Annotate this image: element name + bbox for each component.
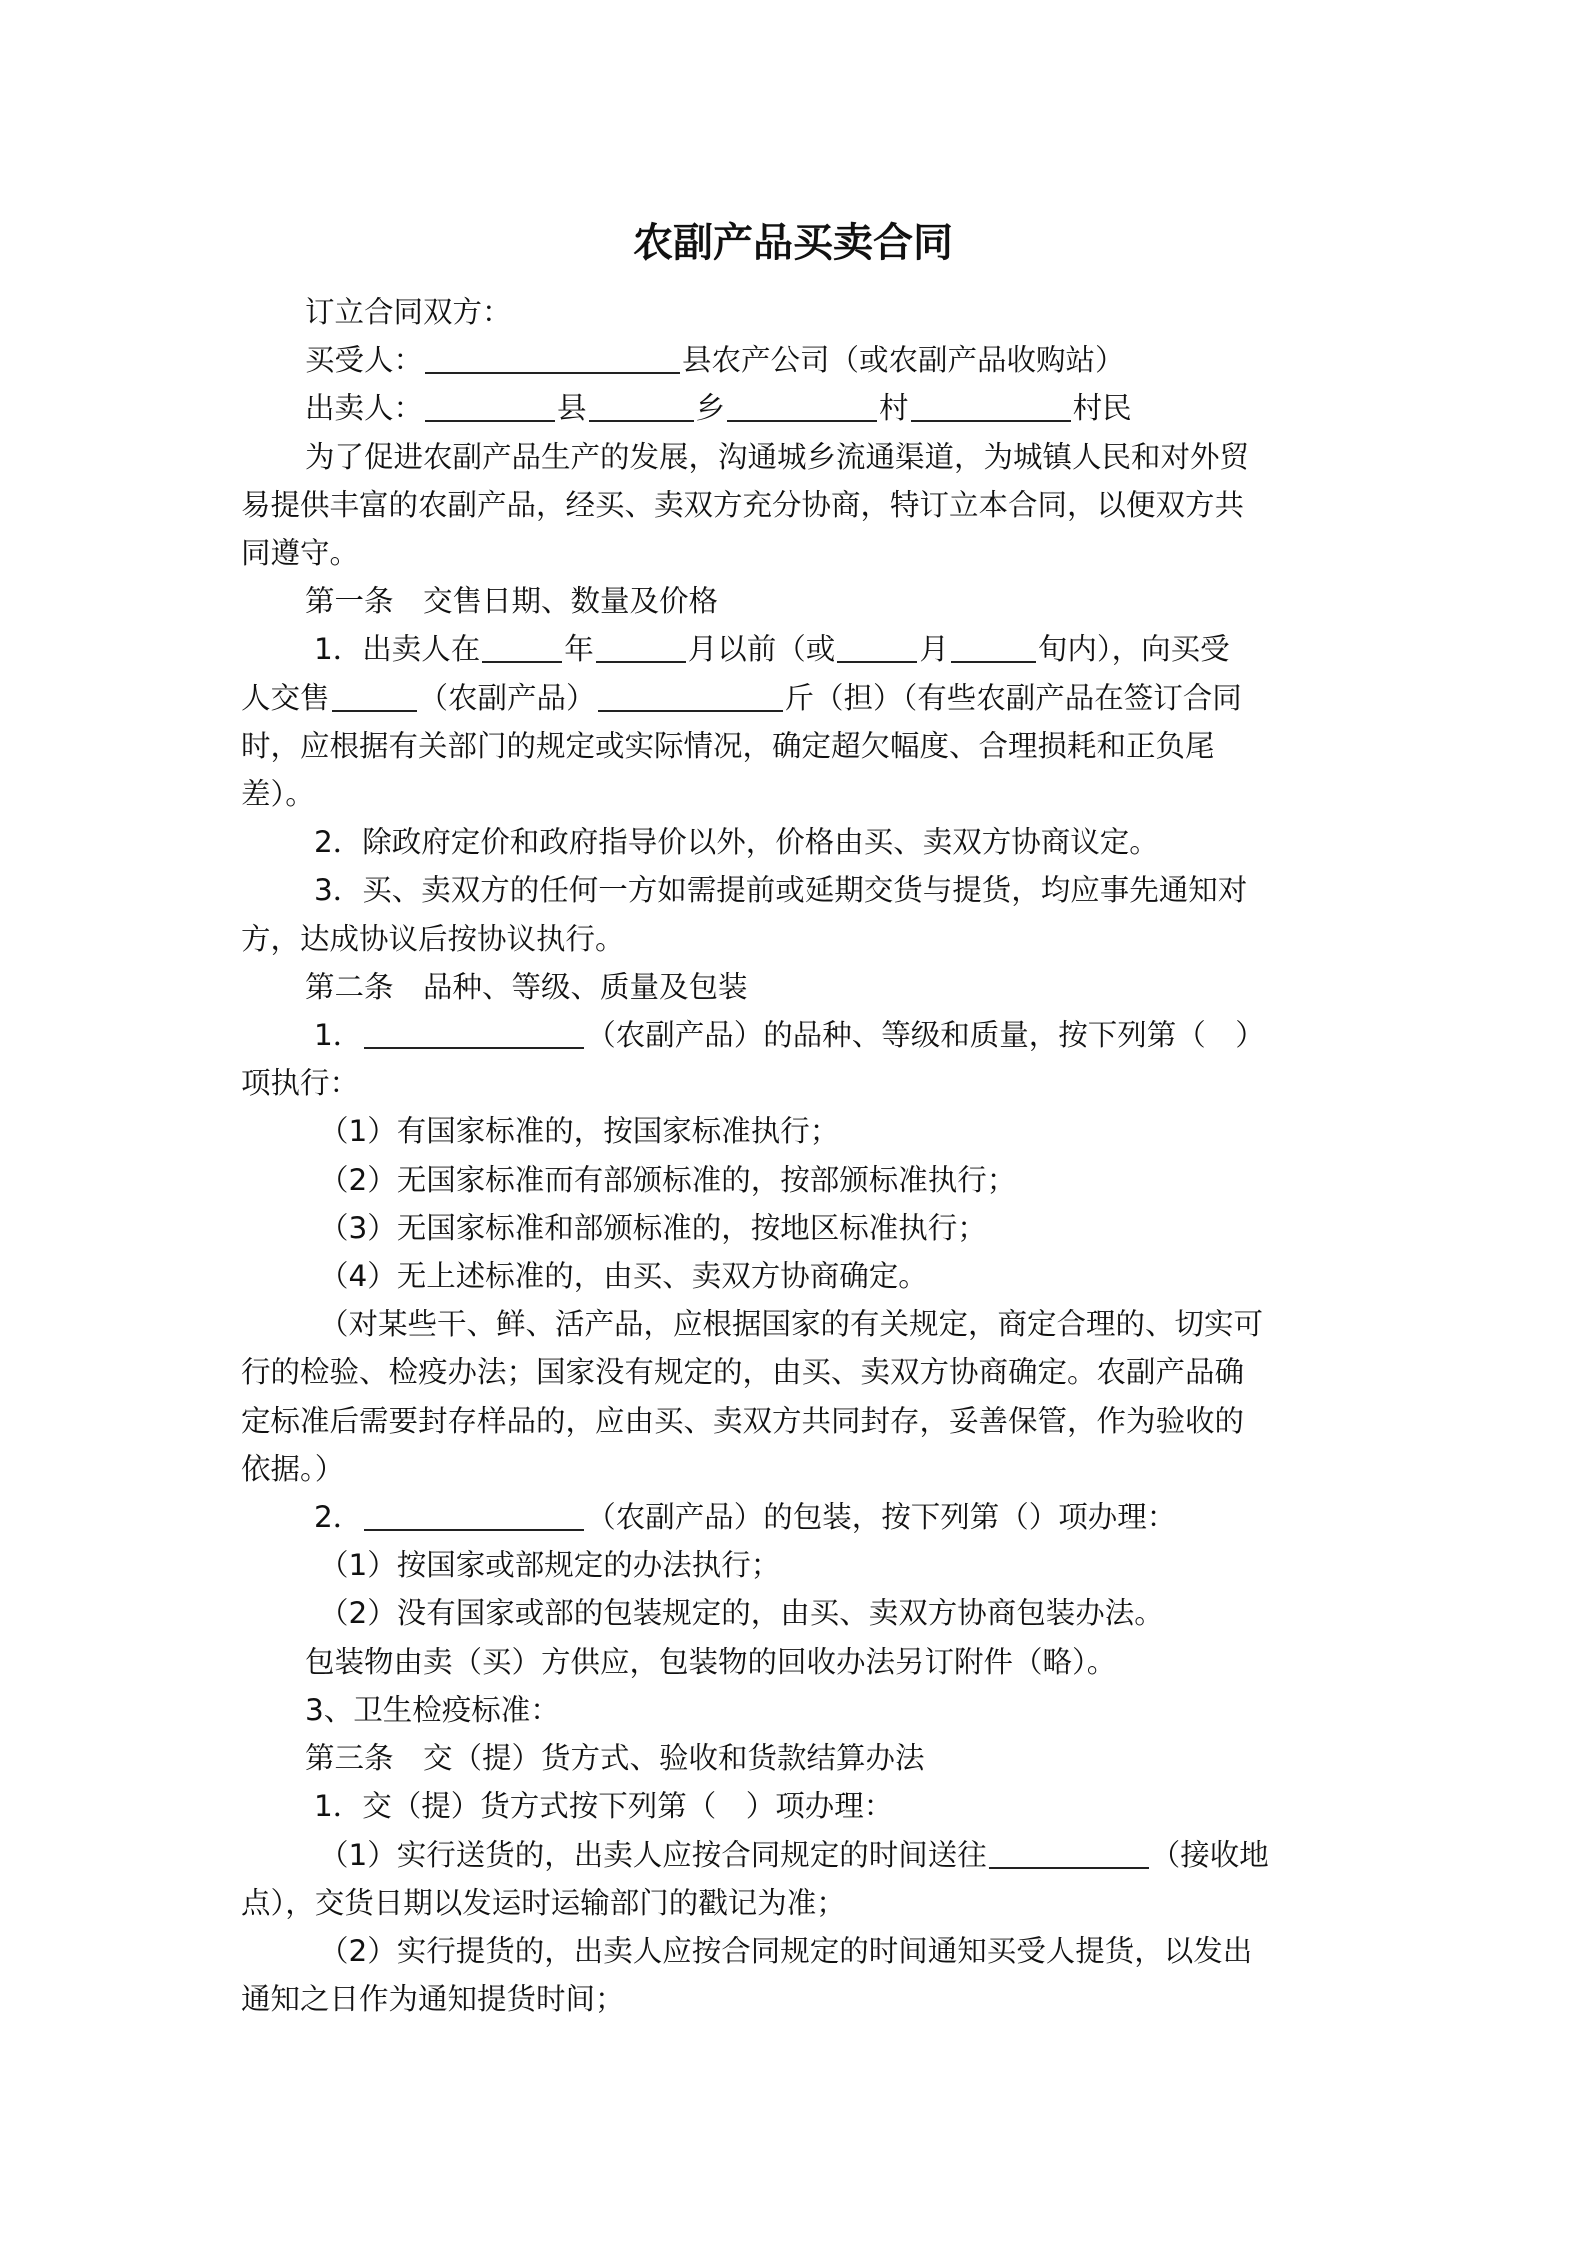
paragraph-line (241, 577, 1341, 625)
blank-fill-line (951, 631, 1036, 663)
text-run: （1）有国家标准的，按国家标准执行； (319, 1114, 840, 1149)
blank-fill-line (482, 631, 562, 663)
blank-fill-line (425, 390, 555, 422)
text-run: 依据。） (241, 1451, 345, 1486)
text-run: 点），交货日期以发运时运输部门的戳记为准； (241, 1885, 846, 1920)
text-run: 易提供丰富的农副产品，经买、卖双方充分协商，特订立本合同，以便双方共 (241, 487, 1245, 522)
text-run: 1． (314, 1018, 363, 1053)
paragraph-line (241, 288, 1341, 336)
text-run: 村民 (1072, 391, 1132, 426)
paragraph-line (241, 384, 1341, 432)
paragraph-line (241, 1348, 1341, 1396)
paragraph-line (241, 1397, 1341, 1445)
paragraph-line (241, 866, 1341, 914)
paragraph-line (241, 1879, 1341, 1927)
text-run: 第一条 交售日期、数量及价格 (305, 584, 719, 619)
paragraph-line (241, 818, 1341, 866)
text-run: 月以前（或 (687, 632, 836, 667)
text-run: 县农产公司（或农副产品收购站） (682, 343, 1125, 378)
text-run: （接收地 (1150, 1837, 1269, 1872)
paragraph-line (241, 1975, 1341, 2023)
text-run: 年 (564, 632, 594, 667)
text-run: 买受人： (305, 343, 424, 378)
paragraph-line (241, 481, 1341, 529)
paragraph-line (241, 433, 1341, 481)
blank-fill-line (596, 631, 686, 663)
paragraph-line (241, 1445, 1341, 1493)
text-run: 1．出卖人在 (314, 632, 481, 667)
paragraph-line (241, 963, 1341, 1011)
paragraph-line (241, 1059, 1341, 1107)
text-run: 第三条 交（提）货方式、验收和货款结算办法 (305, 1741, 925, 1776)
text-run: 定标准后需要封存样品的，应由买、卖双方共同封存，妥善保管，作为验收的 (241, 1403, 1245, 1438)
text-run: 村 (879, 391, 909, 426)
text-run: （农副产品）的包装，按下列第（）项办理： (586, 1500, 1177, 1535)
blank-fill-line (598, 680, 783, 712)
paragraph-line (241, 1589, 1341, 1637)
text-run: （2）实行提货的，出卖人应按合同规定的时间通知买受人提货，以发出 (319, 1933, 1253, 1968)
paragraph-line (241, 625, 1341, 673)
text-run: 出卖人： (305, 391, 424, 426)
paragraph-line (241, 1734, 1341, 1782)
text-run: （农副产品）的品种、等级和质量，按下列第（ ） (586, 1018, 1265, 1053)
paragraph-line (241, 1011, 1341, 1059)
text-run: 3、卫生检疫标准： (305, 1692, 560, 1727)
document-body (241, 288, 1341, 2023)
text-run: 包装物由卖（买）方供应，包装物的回收办法另订附件（略）。 (305, 1644, 1117, 1679)
blank-fill-line (989, 1837, 1149, 1869)
blank-fill-line (332, 680, 417, 712)
paragraph-line (241, 1686, 1341, 1734)
text-run: 方，达成协议后按协议执行。 (241, 921, 625, 956)
text-run: （2）没有国家或部的包装规定的，由买、卖双方协商包装办法。 (319, 1596, 1164, 1631)
paragraph-line (241, 1638, 1341, 1686)
text-run: 时，应根据有关部门的规定或实际情况，确定超欠幅度、合理损耗和正负尾 (241, 728, 1215, 763)
text-run: 斤（担）（有些农副产品在签订合同 (784, 680, 1242, 715)
blank-fill-line (364, 1017, 584, 1049)
blank-fill-line (911, 390, 1071, 422)
text-run: 为了促进农副产品生产的发展，沟通城乡流通渠道，为城镇人民和对外贸 (305, 439, 1250, 474)
text-run: 3．买、卖双方的任何一方如需提前或延期交货与提货，均应事先通知对 (314, 873, 1248, 908)
text-run: 通知之日作为通知提货时间； (241, 1982, 625, 2017)
paragraph-line (241, 1831, 1341, 1879)
paragraph-line (241, 1782, 1341, 1830)
text-run: 同遵守。 (241, 536, 360, 571)
paragraph-line (241, 1107, 1341, 1155)
text-run: 第二条 品种、等级、质量及包装 (305, 969, 748, 1004)
text-run: （2）无国家标准而有部颁标准的，按部颁标准执行； (319, 1162, 1017, 1197)
paragraph-line (241, 1300, 1341, 1348)
text-run: （4）无上述标准的，由买、卖双方协商确定。 (319, 1259, 928, 1294)
text-run: （1）按国家或部规定的办法执行； (319, 1548, 781, 1583)
text-run: 2．除政府定价和政府指导价以外，价格由买、卖双方协商议定。 (314, 825, 1159, 860)
text-run: 乡 (695, 391, 726, 426)
document-title: 农副产品买卖合同 (633, 219, 953, 266)
paragraph-line (241, 529, 1341, 577)
paragraph-line (241, 674, 1341, 722)
text-run: 行的检验、检疫办法；国家没有规定的，由买、卖双方协商确定。农副产品确 (241, 1355, 1245, 1390)
text-run: （农副产品） (418, 680, 596, 715)
paragraph-line (241, 1252, 1341, 1300)
text-run: 县 (557, 391, 587, 426)
paragraph-line (241, 1541, 1341, 1589)
text-run: （1）实行送货的，出卖人应按合同规定的时间送往 (319, 1837, 987, 1872)
paragraph-line (241, 336, 1341, 384)
blank-fill-line (425, 342, 680, 374)
text-run: 月 (919, 632, 949, 667)
blank-fill-line (837, 631, 917, 663)
blank-fill-line (727, 390, 877, 422)
paragraph-line (241, 1493, 1341, 1541)
paragraph-line (241, 770, 1341, 818)
text-run: 1．交（提）货方式按下列第（ ）项办理： (314, 1789, 894, 1824)
paragraph-line (241, 1927, 1341, 1975)
text-run: 订立合同双方： (305, 295, 512, 329)
text-run: 差）。 (241, 777, 315, 812)
text-run: 旬内），向买受 (1037, 632, 1230, 667)
blank-fill-line (589, 390, 694, 422)
paragraph-line (241, 1204, 1341, 1252)
blank-fill-line (364, 1499, 584, 1531)
text-run: （3）无国家标准和部颁标准的，按地区标准执行； (319, 1210, 987, 1245)
paragraph-line (241, 915, 1341, 963)
paragraph-line (241, 722, 1341, 770)
text-run: （对某些干、鲜、活产品，应根据国家的有关规定，商定合理的、切实可 (319, 1307, 1264, 1342)
text-run: 项执行： (241, 1066, 360, 1101)
text-run: 2． (314, 1500, 363, 1535)
paragraph-line (241, 1156, 1341, 1204)
text-run: 人交售 (241, 680, 330, 715)
